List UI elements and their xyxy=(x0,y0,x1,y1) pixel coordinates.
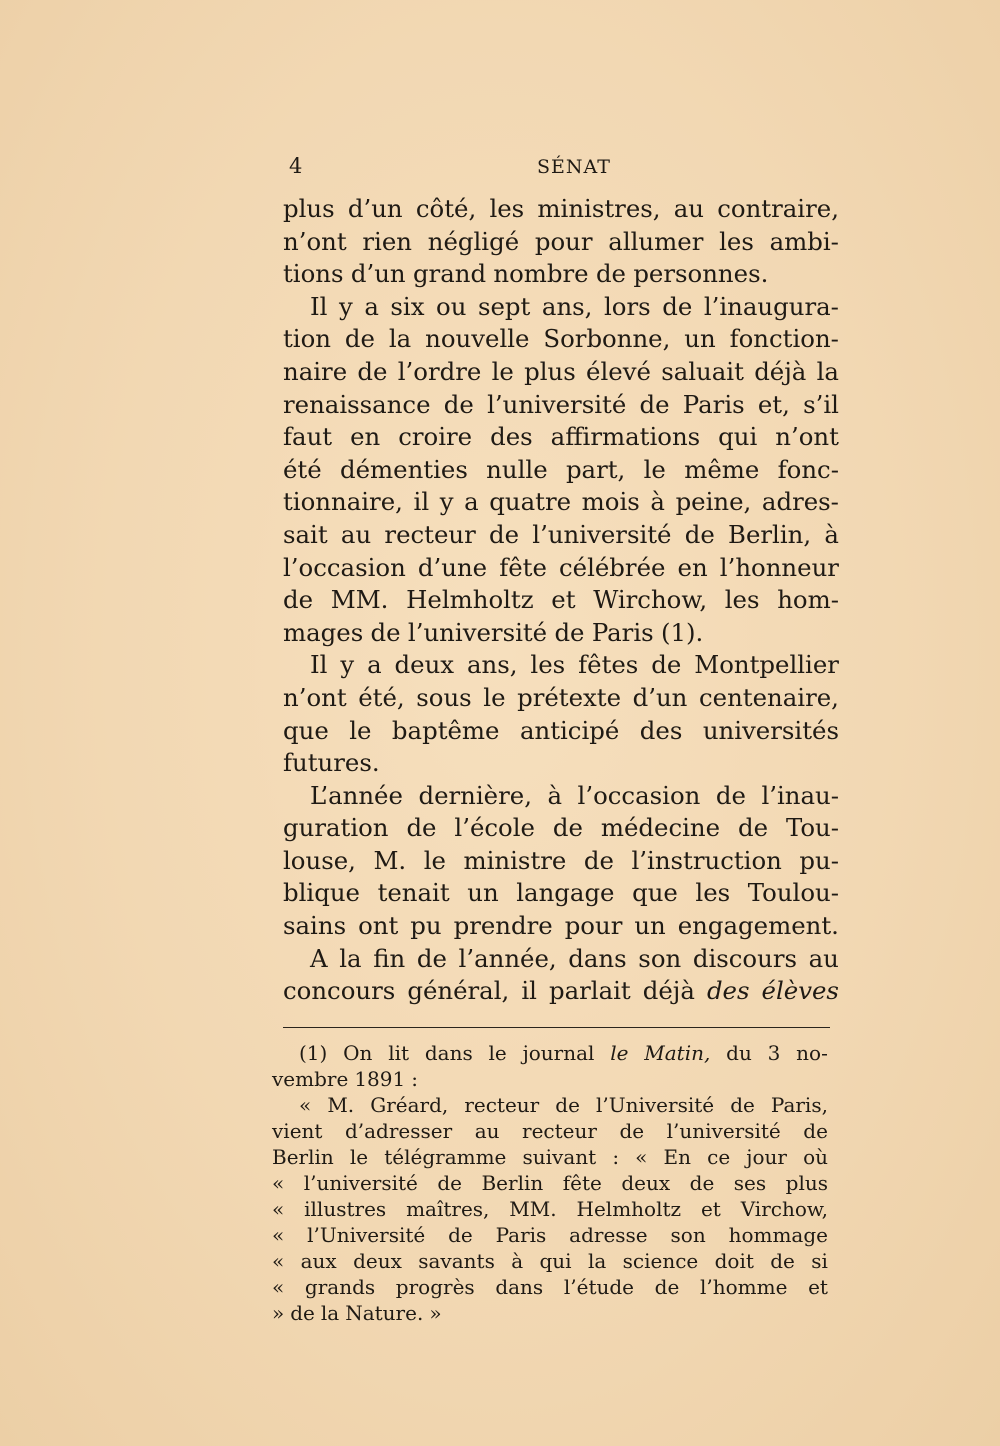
footnote-line: « M. Gréard, recteur de l’Université de Paris, xyxy=(299,1093,828,1117)
text-line: Il y a six ou sept ans, lors de l’inaugura- xyxy=(310,291,839,321)
text-line: tionnaire, il y a quatre mois à peine, adres- xyxy=(283,487,839,517)
text-line: louse, M. le ministre de l’instruction pu- xyxy=(283,845,839,875)
text-line: plus d’un côté, les ministres, au contraire, xyxy=(283,194,839,223)
running-title: SÉNAT xyxy=(537,156,611,178)
text-line: blique tenait un langage que les Toulou- xyxy=(283,878,839,908)
footnote-line: (1) On lit dans le journal le Matin, du 3 no- xyxy=(299,1041,828,1065)
text-line: guration de l’école de médecine de Tou- xyxy=(283,813,839,843)
text-line: naire de l’ordre le plus élevé saluait déjà la xyxy=(283,356,839,386)
text-line: L’année dernière, à l’occasion de l’inau- xyxy=(310,780,839,810)
footnote-line: « aux deux savants à qui la science doit de si xyxy=(272,1249,828,1273)
footnote-line: » de la Nature. » xyxy=(272,1301,442,1325)
text-line: tions d’un grand nombre de personnes. xyxy=(283,259,769,289)
text-line: faut en croire des affirmations qui n’ont xyxy=(283,422,839,452)
main-text xyxy=(283,193,839,1008)
footnote-line: Berlin le télégramme suivant : « En ce jour où xyxy=(272,1145,828,1169)
footnote-line: « l’Université de Paris adresse son hommage xyxy=(272,1223,828,1247)
text-line: sait au recteur de l’université de Berlin, à xyxy=(283,519,839,549)
text-line: l’occasion d’une fête célébrée en l’honneur xyxy=(283,552,839,582)
page-number: 4 xyxy=(289,154,304,178)
text-line: de MM. Helmholtz et Wirchow, les hom- xyxy=(283,585,839,615)
text-line: n’ont été, sous le prétexte d’un centenaire, xyxy=(283,682,839,712)
text-line: sains ont pu prendre pour un engagement. xyxy=(283,911,839,941)
text-line: renaissance de l’université de Paris et, s’il xyxy=(283,389,839,419)
running-header xyxy=(285,152,830,186)
footnote xyxy=(272,1040,828,1326)
text-line: n’ont rien négligé pour allumer les ambi- xyxy=(283,226,839,256)
text-line: mages de l’université de Paris (1). xyxy=(283,617,704,647)
text-line: Il y a deux ans, les fêtes de Montpellier xyxy=(310,650,839,680)
footnote-rule xyxy=(283,1027,830,1028)
text-line: futures. xyxy=(283,748,380,778)
text-line: A la fin de l’année, dans son discours au xyxy=(310,943,839,973)
footnote-line: vembre 1891 : xyxy=(272,1067,418,1091)
text-line: été démenties nulle part, le même fonc- xyxy=(283,454,839,484)
footnote-line: « illustres maîtres, MM. Helmholtz et Virchow, xyxy=(272,1197,828,1221)
footnote-line: « grands progrès dans l’étude de l’homme et xyxy=(272,1275,828,1299)
text-line: concours général, il parlait déjà des élèves xyxy=(283,976,839,1006)
text-line: tion de la nouvelle Sorbonne, un fonction- xyxy=(283,324,839,354)
footnote-line: vient d’adresser au recteur de l’université de xyxy=(272,1119,828,1143)
text-line: que le baptême anticipé des universités xyxy=(283,715,839,745)
footnote-line: « l’université de Berlin fête deux de ses plus xyxy=(272,1171,828,1195)
